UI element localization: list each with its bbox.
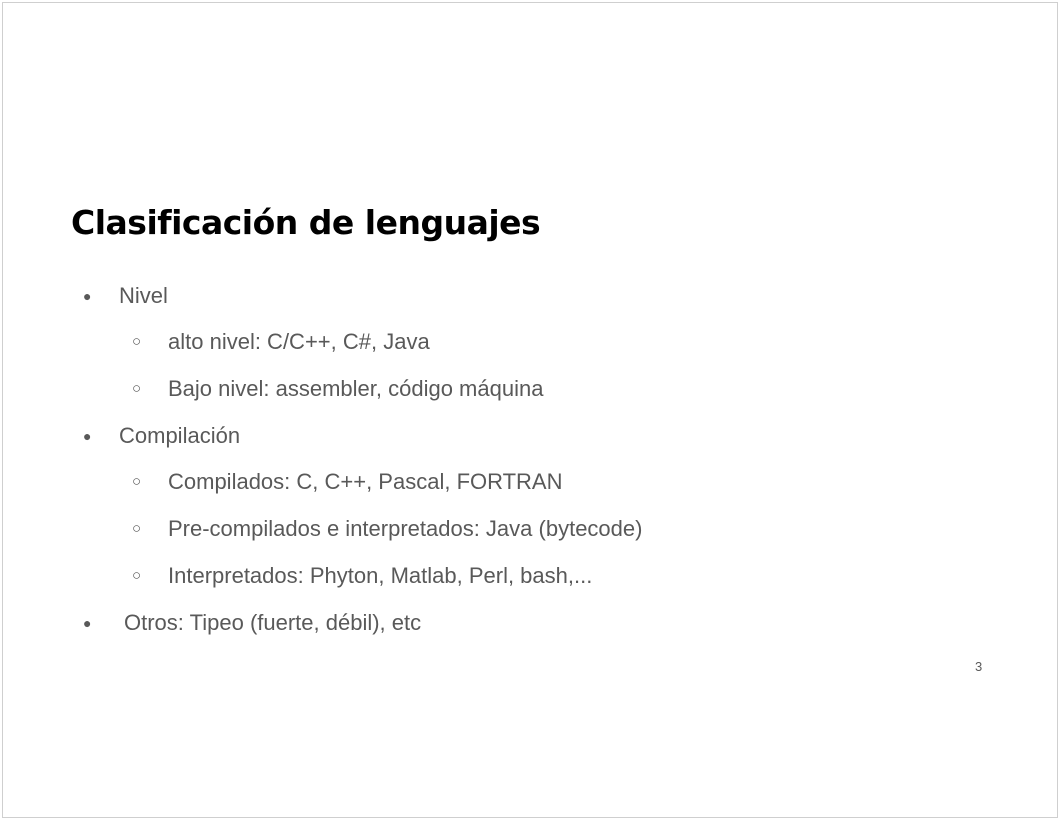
sub-bullet-icon: ○ xyxy=(132,567,142,584)
list-item-compilados: Compilados: C, C++, Pascal, FORTRAN xyxy=(168,469,563,494)
list-item-bajo-nivel: Bajo nivel: assembler, código máquina xyxy=(168,376,544,401)
slide-title: Clasificación de lenguajes xyxy=(71,203,541,242)
bullet-icon: ● xyxy=(83,288,92,304)
sub-bullet-icon: ○ xyxy=(132,473,142,490)
sub-bullet-icon: ○ xyxy=(132,380,142,397)
list-item-interpretados: Interpretados: Phyton, Matlab, Perl, bash,... xyxy=(168,563,593,588)
list-item-compilacion: Compilación xyxy=(119,423,241,448)
page-number: 3 xyxy=(975,659,983,674)
list-item-nivel: Nivel xyxy=(119,283,168,308)
bullet-icon: ● xyxy=(83,615,92,631)
slide xyxy=(2,2,1058,818)
bullet-icon: ● xyxy=(83,428,92,444)
sub-bullet-icon: ○ xyxy=(132,520,142,537)
list-item-pre-compilados: Pre-compilados e interpretados: Java (bytecode) xyxy=(168,516,643,541)
list-item-otros: Otros: Tipeo (fuerte, débil), etc xyxy=(124,610,422,635)
sub-bullet-icon: ○ xyxy=(132,333,142,350)
list-item-alto-nivel: alto nivel: C/C++, C#, Java xyxy=(168,329,430,354)
